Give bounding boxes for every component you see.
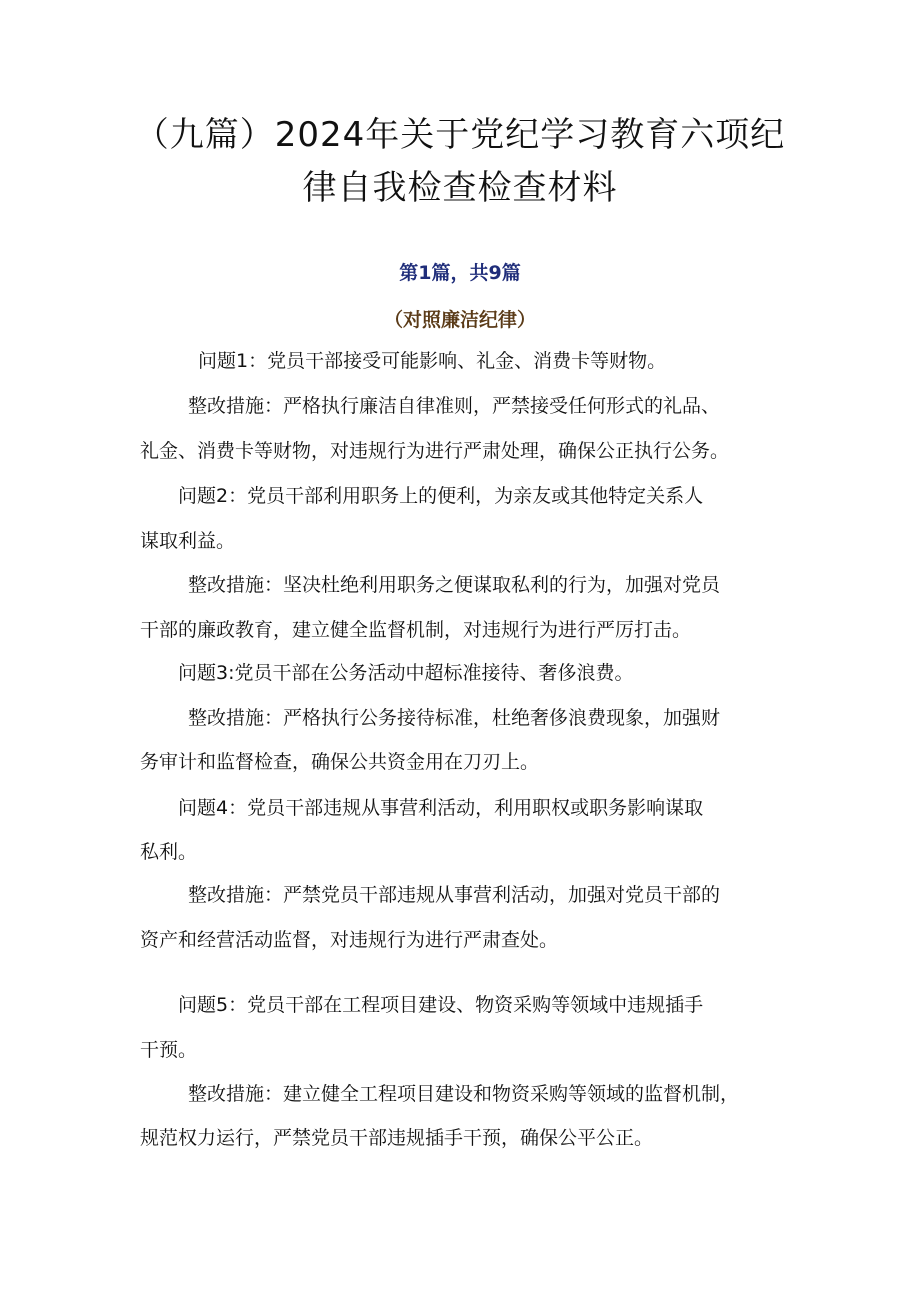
question-label: 问题1： <box>198 350 268 372</box>
question-5 <box>178 996 703 1015</box>
measure-2-line-2: 干部的廉政教育，建立健全监督机制，对违规行为进行严厉打击。 <box>140 619 692 641</box>
measure-3-line-1: 整改措施：严格执行公务接待标准，杜绝奢侈浪费现象，加强财 <box>188 707 721 729</box>
category-heading: （对照廉洁纪律） <box>383 309 536 331</box>
document-title-line-1: （九篇）2024年关于党纪学习教育六项纪 <box>134 115 786 155</box>
question-text: 党员干部在工程项目建设、物资采购等领域中违规插手 <box>247 994 704 1016</box>
question-text: 党员干部违规从事营利活动，利用职权或职务影响谋取 <box>247 797 704 819</box>
question-label: 问题3: <box>178 662 235 684</box>
measure-2-line-1: 整改措施：坚决杜绝利用职务之便谋取私利的行为，加强对党员 <box>188 574 721 596</box>
question-label: 问题5： <box>178 994 248 1016</box>
document-title-line-2: 律自我检查检查材料 <box>302 168 618 208</box>
question-label: 问题4： <box>178 797 248 819</box>
question-2 <box>178 487 703 506</box>
measure-1-line-1: 整改措施：严格执行廉洁自律准则，严禁接受任何形式的礼品、 <box>188 395 721 417</box>
question-text: 党员干部利用职务上的便利，为亲友或其他特定关系人 <box>247 485 704 507</box>
measure-3-line-2: 务审计和监督检查，确保公共资金用在刀刃上。 <box>140 751 540 773</box>
measure-4-line-1: 整改措施：严禁党员干部违规从事营利活动，加强对党员干部的 <box>188 884 721 906</box>
question-4-line-2: 私利。 <box>140 841 198 863</box>
question-2-line-2: 谋取利益。 <box>140 530 236 552</box>
question-3 <box>178 664 634 683</box>
measure-1-line-2: 礼金、消费卡等财物，对违规行为进行严肃处理，确保公正执行公务。 <box>140 440 730 462</box>
measure-5-line-2: 规范权力运行，严禁党员干部违规插手干预，确保公平公正。 <box>140 1127 654 1149</box>
part-count: 第1篇，共9篇 <box>399 262 521 284</box>
measure-4-line-2: 资产和经营活动监督，对违规行为进行严肃查处。 <box>140 929 559 951</box>
question-text: 党员干部接受可能影响、礼金、消费卡等财物。 <box>267 350 667 372</box>
question-label: 问题2： <box>178 485 248 507</box>
question-text: 党员干部在公务活动中超标准接待、奢侈浪费。 <box>234 662 634 684</box>
question-5-line-2: 干预。 <box>140 1039 198 1061</box>
measure-5-line-1: 整改措施：建立健全工程项目建设和物资采购等领域的监督机制， <box>188 1083 740 1105</box>
question-1 <box>198 352 666 371</box>
question-4 <box>178 799 703 818</box>
